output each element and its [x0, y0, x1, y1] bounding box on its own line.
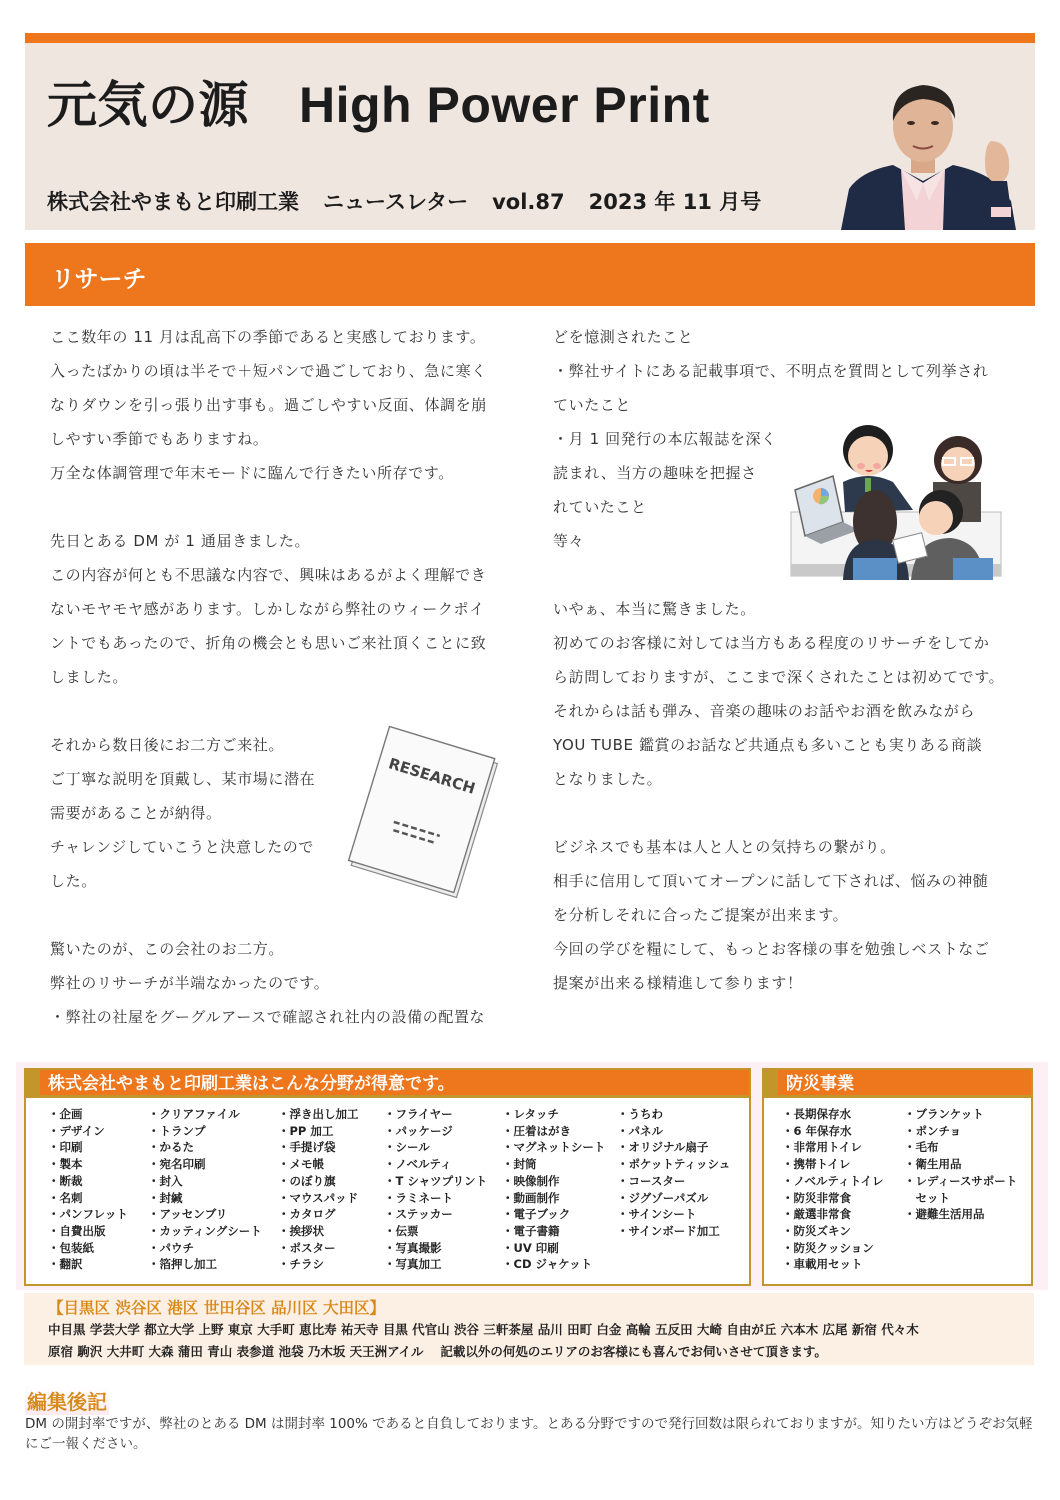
article-line: なりダウンを引っ張り出す事も。過ごしやすい反面、体調を崩 [50, 396, 487, 414]
services-box [24, 1068, 751, 1286]
meeting-illustration [783, 412, 1013, 580]
service-item: ・カッティングシート [148, 1223, 262, 1238]
disaster-item: ・ブランケット [904, 1107, 984, 1121]
article-line: 需要があることが納得。 [50, 804, 222, 822]
service-item: ・電子ブック [502, 1207, 571, 1222]
service-item: ・製本 [48, 1157, 83, 1172]
business-meeting-icon [783, 412, 1013, 580]
service-item: ・写真加工 [384, 1257, 442, 1272]
article-line: 等々 [553, 532, 585, 550]
service-item: ・浮き出し加工 [278, 1107, 359, 1121]
article-line: いやぁ、本当に驚きました。 [553, 600, 756, 618]
services-column [617, 1106, 730, 1273]
service-item: ・印刷 [48, 1140, 83, 1155]
service-item: ・ラミネート [384, 1190, 453, 1205]
service-item: ・写真撮影 [384, 1240, 442, 1255]
service-item: ・ポスター [278, 1240, 336, 1255]
disaster-item: セット [904, 1190, 950, 1205]
article-line: 今回の学びを糧にして、もっとお客様の事を勉強しベストなご [553, 940, 990, 958]
service-item: ・電子書籍 [502, 1223, 560, 1238]
service-item: ・宛名印刷 [148, 1157, 206, 1172]
service-item: ・ステッカー [384, 1207, 453, 1222]
service-item: ・パッケージ [384, 1123, 453, 1138]
service-item: ・T シャツプリント [384, 1173, 488, 1188]
disaster-title: 防災事業 [764, 1070, 1031, 1098]
area-stations-line: 中目黒 学芸大学 都立大学 上野 東京 大手町 恵比寿 祐天寺 目黒 代官山 渋谷 三軒茶屋 品川 田町 白金 高輪 五反田 大崎 自由が丘 六本木 広尾 新宿 代々木 [48, 1322, 919, 1337]
service-item: ・マウスパッド [278, 1190, 359, 1205]
title-jp: 元気の源 [47, 77, 249, 133]
service-item: ・サインボード加工 [617, 1223, 720, 1238]
article-left-column [50, 320, 520, 1034]
article-line: ントでもあったので、折角の機会とも思いご来社頂くことに致 [50, 634, 487, 652]
article-line: チャレンジしていこうと決意したので [50, 838, 315, 856]
service-item: ・ポケットティッシュ [617, 1157, 731, 1172]
service-item: ・企画 [48, 1107, 83, 1121]
article-line: 初めてのお客様に対しては当方もある程度のリサーチをしてか [553, 634, 990, 652]
services-column [48, 1106, 148, 1273]
section-header [25, 243, 1035, 306]
service-item: ・アッセンブリ [148, 1207, 228, 1222]
service-item: ・トランプ [148, 1123, 206, 1138]
article-line: 提案が出来る様精進して参ります！ [553, 974, 803, 992]
service-item: ・箔押し加工 [148, 1257, 217, 1272]
article-line: 驚いたのが、この会社のお二方。 [50, 940, 285, 958]
service-item: ・マグネットシート [502, 1140, 606, 1155]
service-item: ・パウチ [148, 1240, 194, 1255]
service-item: ・カタログ [278, 1207, 336, 1222]
section-title: リサーチ [51, 265, 147, 293]
service-item: ・PP 加工 [278, 1123, 334, 1138]
disaster-list [764, 1098, 1031, 1273]
service-item: ・包装紙 [48, 1240, 94, 1255]
company-name: 株式会社やまもと印刷工業 [47, 190, 299, 214]
disaster-column [782, 1106, 904, 1273]
article-line: ていたこと [553, 396, 632, 414]
services-title: 株式会社やまもと印刷工業はこんな分野が得意です。 [26, 1070, 749, 1098]
service-item: ・翻訳 [48, 1257, 83, 1272]
service-item: ・かるた [148, 1140, 194, 1155]
service-item: ・手提げ袋 [278, 1140, 336, 1155]
service-item: ・メモ帳 [278, 1157, 324, 1172]
editor-note-title: 編集後記 [25, 1386, 109, 1415]
services-list [26, 1098, 749, 1273]
article-line: ら訪問しておりますが、ここまで深くされたことは初めてです。 [553, 668, 1005, 686]
title-en: High Power Print [299, 77, 710, 133]
article-line: 万全な体調管理で年末モードに臨んで行きたい所存です。 [50, 464, 454, 482]
service-item: ・オリジナル扇子 [617, 1140, 709, 1155]
research-document-illustration [338, 722, 508, 902]
disaster-item: ・長期保存水 [782, 1107, 851, 1121]
article-line: 相手に信用して頂いてオープンに話して下されば、悩みの神髄 [553, 872, 989, 890]
article-line: ・弊社サイトにある記載事項で、不明点を質問として列挙され [553, 362, 989, 380]
service-item: ・クリアファイル [148, 1107, 240, 1121]
service-item: ・封緘 [148, 1190, 183, 1205]
disaster-box [762, 1068, 1033, 1286]
article-line: ご丁寧な説明を頂戴し、某市場に潜在 [50, 770, 316, 788]
article-line: 入ったばかりの頃は半そで＋短パンで過ごしており、急に寒く [50, 362, 487, 380]
newsletter-title [47, 65, 710, 137]
article-line: となりました。 [553, 770, 663, 788]
newsletter-label: ニュースレター [323, 190, 469, 214]
disaster-item: ・レディースサポート [904, 1173, 1018, 1188]
disaster-item: ・厳選非常食 [782, 1207, 851, 1222]
article-line: ないモヤモヤ感があります。しかしながら弊社のウィークポイ [50, 600, 485, 618]
service-item: ・動画制作 [502, 1190, 560, 1205]
article-line: れていたこと [553, 498, 647, 516]
area-stations-line: 原宿 駒沢 大井町 大森 蒲田 青山 表参道 池袋 乃木坂 天王洲アイル 記載以外の何処のエリアのお客様にも喜んでお伺いさせて頂きます。 [48, 1344, 827, 1359]
disaster-column [904, 1106, 1017, 1273]
service-item: ・映像制作 [502, 1173, 560, 1188]
service-area-box [24, 1293, 1034, 1365]
disaster-item: ・避難生活用品 [904, 1207, 985, 1222]
person-icon [831, 71, 1021, 230]
disaster-item: ・ポンチョ [904, 1123, 962, 1138]
disaster-item: ・6 年保存水 [782, 1123, 852, 1138]
editor-note-text: DM の開封率ですが、弊社のとある DM は開封率 100% であると自負しております。とある分野ですので発行回数は限られておりますが。知りたい方はどうぞお気軽にご一報ください。 [25, 1416, 1033, 1452]
article-line: 読まれ、当方の趣味を把握さ [553, 464, 757, 482]
service-item: ・挨拶状 [278, 1223, 324, 1238]
disaster-item: ・防災クッション [782, 1240, 874, 1255]
article-line: 弊社のリサーチが半端なかったのです。 [50, 974, 330, 992]
service-item: ・レタッチ [502, 1107, 560, 1121]
article-line: ・月 1 回発行の本広報誌を深く [553, 430, 777, 448]
article-line: ビジネスでも基本は人と人との気持ちの繋がり。 [553, 838, 896, 856]
article-line: しやすい季節でもありますね。 [50, 430, 269, 448]
services-column [502, 1106, 617, 1273]
disaster-item: ・ノベルティトイレ [782, 1173, 884, 1188]
services-column [148, 1106, 278, 1273]
article-line: を分析しそれに合ったご提案が出来ます。 [553, 906, 849, 924]
service-item: ・UV 印刷 [502, 1240, 559, 1255]
volume-number: vol.87 [492, 190, 565, 214]
portrait-photo [831, 71, 1021, 230]
service-item: ・自費出版 [48, 1223, 106, 1238]
service-item: ・うちわ [617, 1107, 663, 1121]
service-item: ・封筒 [502, 1157, 537, 1172]
article-line: ・弊社の社屋をグーグルアースで確認され社内の設備の配置な [50, 1008, 486, 1026]
service-item: ・圧着はがき [502, 1123, 571, 1138]
newsletter-header [25, 43, 1035, 230]
article-line: しました。 [50, 668, 129, 686]
service-item: ・CD ジャケット [502, 1257, 593, 1272]
service-item: ・パネル [617, 1123, 663, 1138]
service-item: ・ジグゾーパズル [617, 1190, 709, 1205]
disaster-item: ・車載用セット [782, 1257, 863, 1272]
service-item: ・フライヤー [384, 1107, 453, 1121]
disaster-item: ・毛布 [904, 1140, 939, 1155]
document-icon [338, 722, 508, 902]
service-item: ・シール [384, 1140, 430, 1155]
issue-date: 2023 年 11 月号 [588, 190, 762, 214]
service-item: ・パンフレット [48, 1207, 128, 1222]
service-item: ・チラシ [278, 1257, 324, 1272]
top-accent-bar [25, 33, 1035, 43]
service-item: ・コースター [617, 1173, 686, 1188]
services-column [384, 1106, 502, 1273]
area-wards: 【目黒区 渋谷区 港区 世田谷区 品川区 大田区】 [48, 1299, 385, 1317]
article-line: それから数日後にお二方ご来社。 [50, 736, 285, 754]
disaster-item: ・防災ズキン [782, 1223, 851, 1238]
service-item: ・サインシート [617, 1207, 697, 1222]
article-line: 先日とある DM が 1 通届きました。 [50, 532, 311, 550]
service-item: ・のぼり旗 [278, 1173, 336, 1188]
service-item: ・伝票 [384, 1223, 419, 1238]
article-line: した。 [50, 872, 97, 890]
article-line: この内容が何とも不思議な内容で、興味はあるがよく理解でき [50, 566, 487, 584]
newsletter-subtitle [47, 186, 785, 216]
svg-text:RESEARCH: RESEARCH [386, 754, 478, 798]
service-item: ・名刺 [48, 1190, 83, 1205]
disaster-item: ・防災非常食 [782, 1190, 851, 1205]
disaster-item: ・携帯トイレ [782, 1157, 851, 1172]
service-item: ・デザイン [48, 1123, 105, 1138]
service-item: ・ノベルティ [384, 1157, 452, 1172]
article-line: YOU TUBE 鑑賞のお話など共通点も多いことも実りある商談 [553, 736, 983, 754]
article-line: ここ数年の 11 月は乱高下の季節であると実感しております。 [50, 328, 486, 346]
article-line: それからは話も弾み、音楽の趣味のお話やお酒を飲みながら [553, 702, 976, 720]
services-column [278, 1106, 384, 1273]
article-line: どを憶測されたこと [553, 328, 694, 346]
service-item: ・封入 [148, 1173, 183, 1188]
disaster-item: ・衛生用品 [904, 1157, 962, 1172]
service-item: ・断裁 [48, 1173, 83, 1188]
disaster-item: ・非常用トイレ [782, 1140, 862, 1155]
